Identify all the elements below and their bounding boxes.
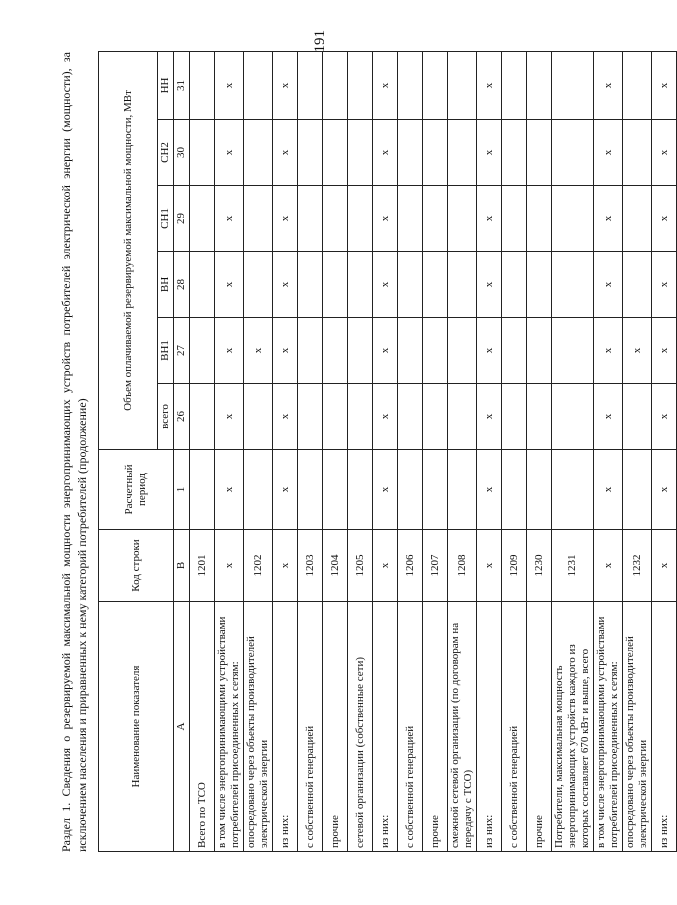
row-cell — [298, 318, 323, 384]
row-cell: х — [273, 186, 298, 252]
row-cell — [423, 51, 448, 119]
row-cell — [398, 450, 423, 530]
row-code: 1202 — [244, 530, 273, 602]
table-row — [298, 51, 323, 851]
row-name: из них: — [273, 602, 298, 852]
row-cell — [552, 252, 594, 318]
row-code: 1232 — [623, 530, 652, 602]
row-cell: х — [477, 186, 502, 252]
row-cell — [323, 252, 348, 318]
row-cell: х — [373, 384, 398, 450]
row-name: с собственной генерацией — [298, 602, 323, 852]
row-cell — [348, 450, 373, 530]
row-cell — [244, 120, 273, 186]
row-cell — [298, 51, 323, 119]
row-code: х — [477, 530, 502, 602]
row-code: 1230 — [527, 530, 552, 602]
row-code: 1205 — [348, 530, 373, 602]
row-cell — [623, 186, 652, 252]
header-sub: ВН — [158, 252, 174, 318]
row-name: с собственной генерацией — [398, 602, 423, 852]
row-cell — [502, 252, 527, 318]
row-cell — [423, 318, 448, 384]
row-cell: х — [215, 120, 244, 186]
row-cell — [527, 120, 552, 186]
table-row — [423, 51, 448, 851]
row-cell: х — [477, 384, 502, 450]
row-cell — [244, 450, 273, 530]
table-row — [348, 51, 373, 851]
row-cell — [190, 384, 215, 450]
row-cell — [623, 252, 652, 318]
row-cell — [323, 120, 348, 186]
row-cell — [398, 384, 423, 450]
row-code: 1209 — [502, 530, 527, 602]
row-code: 1201 — [190, 530, 215, 602]
table-row — [215, 51, 244, 851]
row-cell: х — [652, 384, 677, 450]
row-cell — [348, 120, 373, 186]
row-cell: х — [594, 384, 623, 450]
row-cell: х — [215, 318, 244, 384]
row-code: х — [652, 530, 677, 602]
row-cell: х — [273, 384, 298, 450]
row-cell: х — [215, 450, 244, 530]
section-heading: Раздел 1. Сведения о резервируемой максимальной мощности энергопринимающих устройств потребителей электрической энергии (мощности), за исключением населения и приравненных к нему категорий потребителей (продолжение) — [59, 52, 89, 852]
row-cell — [502, 318, 527, 384]
row-cell: х — [373, 252, 398, 318]
row-cell — [527, 384, 552, 450]
row-cell — [348, 384, 373, 450]
row-cell: х — [477, 51, 502, 119]
row-cell: х — [273, 450, 298, 530]
row-code: х — [594, 530, 623, 602]
row-cell: х — [273, 120, 298, 186]
row-cell: х — [477, 252, 502, 318]
row-cell — [348, 318, 373, 384]
row-cell — [527, 252, 552, 318]
row-code: х — [373, 530, 398, 602]
table-row — [594, 51, 623, 851]
row-cell — [298, 384, 323, 450]
row-cell — [448, 51, 477, 119]
row-cell: х — [477, 450, 502, 530]
column-letter: А — [174, 602, 190, 852]
table-body — [190, 51, 677, 851]
header-code: Код строки — [99, 530, 174, 602]
row-cell — [623, 120, 652, 186]
page-number: 191 — [312, 30, 328, 53]
row-name: из них: — [373, 602, 398, 852]
row-cell: х — [215, 186, 244, 252]
document-page — [50, 30, 670, 852]
row-cell — [398, 252, 423, 318]
row-code: 1203 — [298, 530, 323, 602]
row-cell — [190, 318, 215, 384]
row-cell: х — [215, 252, 244, 318]
row-cell — [190, 252, 215, 318]
row-cell — [298, 252, 323, 318]
row-cell — [244, 51, 273, 119]
row-code: 1204 — [323, 530, 348, 602]
table-row — [190, 51, 215, 851]
row-name: опосредовано через объекты производителей электрической энергии — [244, 602, 273, 852]
row-cell — [398, 51, 423, 119]
row-name: прочие — [423, 602, 448, 852]
column-letter: 31 — [174, 51, 190, 119]
column-letter: В — [174, 530, 190, 602]
table-row — [373, 51, 398, 851]
row-cell: х — [273, 51, 298, 119]
row-cell: х — [652, 318, 677, 384]
row-name: опосредовано через объекты производителей электрической энергии — [623, 602, 652, 852]
row-cell — [527, 51, 552, 119]
row-name: Потребители, максимальная мощность энергопринимающих устройств каждого из которых составляет 670 кВт и выше, всего — [552, 602, 594, 852]
row-cell: х — [373, 318, 398, 384]
row-cell: х — [244, 318, 273, 384]
row-name: смежной сетевой организации (по договорам на передачу с ТСО) — [448, 602, 477, 852]
row-cell — [423, 384, 448, 450]
row-code: 1208 — [448, 530, 477, 602]
row-cell — [323, 318, 348, 384]
row-cell — [244, 186, 273, 252]
row-cell — [552, 450, 594, 530]
row-cell: х — [594, 318, 623, 384]
row-cell — [448, 318, 477, 384]
row-cell — [348, 186, 373, 252]
row-cell: х — [652, 120, 677, 186]
row-cell — [502, 51, 527, 119]
row-cell — [398, 186, 423, 252]
row-cell — [190, 186, 215, 252]
row-code: 1207 — [423, 530, 448, 602]
row-cell — [448, 120, 477, 186]
row-cell — [298, 120, 323, 186]
row-cell — [552, 318, 594, 384]
row-cell: х — [623, 318, 652, 384]
header-sub: всего — [158, 384, 174, 450]
row-cell — [448, 384, 477, 450]
row-cell — [448, 252, 477, 318]
row-cell — [244, 384, 273, 450]
row-cell — [348, 252, 373, 318]
table-row — [398, 51, 423, 851]
table-row — [552, 51, 594, 851]
table-row — [623, 51, 652, 851]
row-cell — [527, 186, 552, 252]
column-letter: 28 — [174, 252, 190, 318]
row-cell — [298, 450, 323, 530]
row-cell: х — [594, 252, 623, 318]
row-cell — [398, 120, 423, 186]
row-cell — [190, 120, 215, 186]
row-cell: х — [215, 384, 244, 450]
row-cell — [502, 186, 527, 252]
row-code: х — [215, 530, 244, 602]
row-cell — [244, 252, 273, 318]
table-row — [323, 51, 348, 851]
header-name: Наименование показателя — [99, 602, 174, 852]
row-cell — [552, 186, 594, 252]
row-cell: х — [652, 450, 677, 530]
row-name: с собственной генерацией — [502, 602, 527, 852]
table-row — [502, 51, 527, 851]
row-cell — [623, 450, 652, 530]
row-cell — [448, 450, 477, 530]
row-cell: х — [373, 450, 398, 530]
row-cell — [423, 252, 448, 318]
row-name: прочие — [527, 602, 552, 852]
row-cell — [423, 450, 448, 530]
row-name: в том числе энергопринимающими устройствами потребителей присоединенных к сетям: — [594, 602, 623, 852]
row-cell — [527, 318, 552, 384]
row-cell: х — [273, 252, 298, 318]
table-row — [652, 51, 677, 851]
row-cell — [348, 51, 373, 119]
row-cell: х — [373, 186, 398, 252]
column-letter: 29 — [174, 186, 190, 252]
row-cell — [423, 186, 448, 252]
column-letter: 30 — [174, 120, 190, 186]
row-cell — [398, 318, 423, 384]
row-cell: х — [477, 120, 502, 186]
row-name: из них: — [477, 602, 502, 852]
row-cell: х — [594, 186, 623, 252]
row-cell — [623, 51, 652, 119]
row-cell: х — [652, 51, 677, 119]
row-name: в том числе энергопринимающими устройствами потребителей присоединенных к сетям: — [215, 602, 244, 852]
header-sub: СН1 — [158, 186, 174, 252]
row-name: сетевой организации (собственные сети) — [348, 602, 373, 852]
header-period: Расчетный период — [99, 450, 174, 530]
row-cell — [423, 120, 448, 186]
row-cell — [323, 384, 348, 450]
row-code: 1206 — [398, 530, 423, 602]
row-cell — [502, 120, 527, 186]
header-group: Объем оплачиваемой резервируемой максимальной мощности, МВт — [99, 51, 158, 449]
row-cell: х — [373, 120, 398, 186]
row-cell: х — [477, 318, 502, 384]
row-cell — [552, 120, 594, 186]
row-cell: х — [215, 51, 244, 119]
row-code: х — [273, 530, 298, 602]
row-cell — [502, 384, 527, 450]
column-letter: 1 — [174, 450, 190, 530]
row-name: прочие — [323, 602, 348, 852]
header-sub: ВН1 — [158, 318, 174, 384]
row-cell: х — [652, 186, 677, 252]
row-cell — [323, 450, 348, 530]
header-sub: СН2 — [158, 120, 174, 186]
row-name: Всего по ТСО — [190, 602, 215, 852]
row-cell: х — [594, 51, 623, 119]
row-cell: х — [373, 51, 398, 119]
row-code: 1231 — [552, 530, 594, 602]
table-row — [448, 51, 477, 851]
table-row — [527, 51, 552, 851]
row-cell — [527, 450, 552, 530]
row-cell — [298, 186, 323, 252]
table-row — [273, 51, 298, 851]
row-cell: х — [594, 450, 623, 530]
row-cell — [190, 450, 215, 530]
row-cell — [552, 51, 594, 119]
column-letters-row — [174, 51, 190, 851]
row-cell — [623, 384, 652, 450]
row-cell — [190, 51, 215, 119]
column-letter: 27 — [174, 318, 190, 384]
row-cell — [502, 450, 527, 530]
row-name: из них: — [652, 602, 677, 852]
data-table — [98, 51, 677, 852]
header-sub: НН — [158, 51, 174, 119]
row-cell — [448, 186, 477, 252]
row-cell — [323, 51, 348, 119]
row-cell: х — [652, 252, 677, 318]
row-cell — [323, 186, 348, 252]
row-cell: х — [594, 120, 623, 186]
row-cell — [552, 384, 594, 450]
row-cell: х — [273, 318, 298, 384]
table-row — [244, 51, 273, 851]
column-letter: 26 — [174, 384, 190, 450]
table-row — [477, 51, 502, 851]
